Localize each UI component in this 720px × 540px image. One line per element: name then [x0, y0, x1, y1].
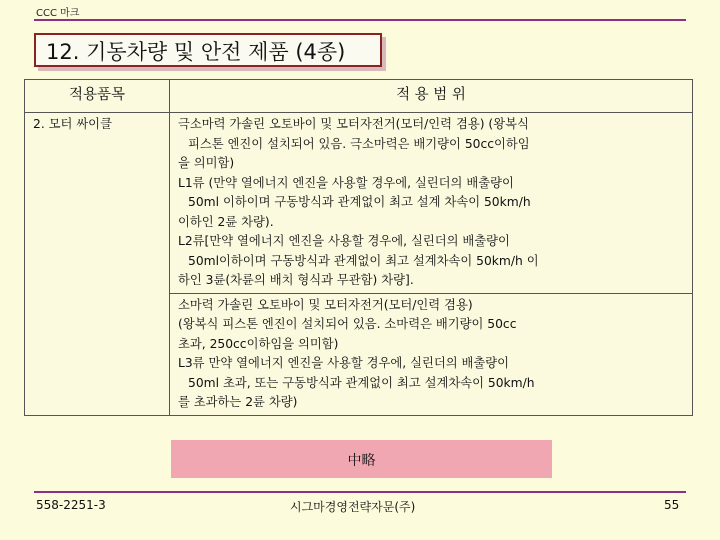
header-label: CCC 마크 — [36, 8, 80, 19]
scope-line: 50ml 이하이며 구동방식과 관계없이 최고 설계 차속이 50km/h — [188, 195, 531, 209]
scope-line: 50ml이하이며 구동방식과 관계없이 최고 설계차속이 50km/h 이 — [188, 253, 539, 268]
scope-line: 초과, 250cc이하임을 의미함) — [178, 336, 339, 351]
scope-line: 을 의미함) — [178, 156, 235, 170]
scope-cell-2 — [170, 293, 693, 415]
scope-line: 하인 3륜(차륜의 배치 형식과 무관함) 차량]. — [178, 273, 414, 287]
footer-company: 시그마경영전략자문(주) — [290, 500, 416, 514]
footer-doc-number: 558-2251-3 — [36, 498, 106, 512]
scope-line: 50ml 초과, 또는 구동방식과 관계없이 최고 설계차속이 50km/h — [188, 375, 535, 390]
scope-line: 소마력 가솔린 오토바이 및 모터자전거(모터/인력 겸용) — [178, 297, 473, 312]
page-number: 55 — [664, 498, 680, 512]
col-header-item: 적용품목 — [25, 80, 170, 113]
top-divider — [34, 19, 686, 21]
scope-line: L1류 (만약 열에너지 엔진을 사용할 경우에, 실린더의 배출량이 — [178, 175, 514, 190]
scope-line: 극소마력 가솔린 오토바이 및 모터자전거(모터/인력 겸용) (왕복식 — [178, 117, 529, 131]
col-header-scope: 적 용 범 위 — [170, 80, 693, 113]
item-cell: 2. 모터 싸이클 — [25, 113, 170, 416]
scope-line: L3류 만약 열에너지 엔진을 사용할 경우에, 실린더의 배출량이 — [178, 356, 510, 370]
scope-line: 를 초과하는 2륜 차량) — [178, 395, 298, 409]
omitted-banner: 中略 — [171, 440, 552, 478]
scope-line: (왕복식 피스톤 엔진이 설치되어 있음. 소마력은 배기량이 50cc — [178, 317, 517, 331]
scope-line: 피스톤 엔진이 설치되어 있음. 극소마력은 배기량이 50cc이하임 — [188, 136, 530, 151]
page-title: 12. 기동차량 및 안전 제품 (4종) — [34, 33, 382, 67]
table-header-row — [25, 80, 693, 113]
scope-cell-1 — [170, 113, 693, 294]
scope-line: L2류[만약 열에너지 엔진을 사용할 경우에, 실린더의 배출량이 — [178, 234, 510, 248]
scope-line: 이하인 2륜 차량). — [178, 214, 274, 229]
bottom-divider — [34, 491, 686, 493]
table-row — [25, 113, 693, 294]
scope-table — [24, 79, 693, 416]
